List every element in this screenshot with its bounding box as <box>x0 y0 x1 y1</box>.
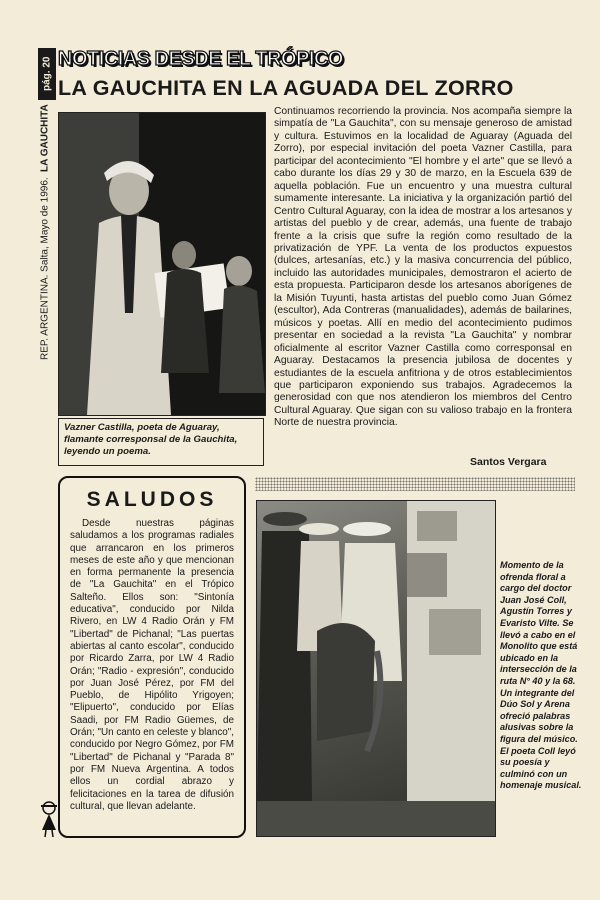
saludos-body: Desde nuestras páginas saludamos a los programas radiales que arrancaron en los primeros meses de este año y que mencionan en forma permanente la presencia de "La Gauchita" en el Trópico Salteño. Ellos son: "Sintonía educativa", conducido por Nilda Rivero, en LW 4 Radio Orán y FM "Libertad" de Pichanal; "Las puertas abiertas al canto escolar", conducido por Ricardo Zarra, por LW 4 Radio Orán; "Radio - expresión", conducido por Juan José Pérez, por FM del Pueblo, de Hipólito Yrigoyen; "Elipuerto", conducido por Elías Saadi, por FM Radio Güemes, de Orán; "Un canto en celeste y blanco", conducido por Negro Gómez, por FM "Libertad" de Pichanal y "Parada 8" por FM Nueva Argentina. A todos ellos un cordial abrazo y felicitaciones en la tarea de difusión cultural, que llevan adelante. <box>70 518 235 812</box>
headline: LA GAUCHITA EN LA AGUADA DEL ZORRO <box>58 76 514 100</box>
photo1-caption: Vazner Castilla, poeta de Aguaray, flamante corresponsal de la Gauchita, leyendo un poema. <box>58 418 264 466</box>
gauchita-mascot-icon <box>38 800 60 838</box>
article-author: Santos Vergara <box>470 456 547 468</box>
publication-name: LA GAUCHITA <box>39 104 51 172</box>
photo-illustration <box>257 501 495 836</box>
page-number-tab: pág. 20 <box>38 48 56 100</box>
floral-offering-photo <box>256 500 496 837</box>
photo-illustration <box>59 113 265 415</box>
poet-reading-photo <box>58 112 266 416</box>
dotted-divider <box>255 477 575 491</box>
place-date: REP. ARGENTINA. Salta, Mayo de 1996. <box>39 177 51 361</box>
section-title: NOTICIAS DESDE EL TRÓPICO <box>58 48 343 70</box>
photo2-caption: Momento de la ofrenda floral a cargo del doctor Juan José Coll, Agustín Torres y Evaristo Vilte. Se llevó a cabo en el Monolito que está ubicado en la intersección de la ruta N° 40 y la 68. Un integrante del Dúo Sol y Arena ofreció palabras alusivas sobre la figura del músico. El poeta Coll leyó su poesía y culminó con un homenaje musical. <box>500 560 582 791</box>
saludos-box <box>58 476 246 838</box>
saludos-title: SALUDOS <box>86 488 218 511</box>
article-body: Continuamos recorriendo la provincia. Nos acompaña siempre la simpatía de "La Gauchita", con su mensaje generoso de amistad y cultura. Estuvimos en la localidad de Aguaray (Aguada del Zorro), por especial invitación del poeta Vazner Castilla, para participar del acontecimiento "El hombre y el arte" que se llevó a cabo durante los días 29 y 30 de marzo, en la Escuela 639 de aquella población. Fue un encuentro y una muestra cultural sumamente interesante. La iniciativa y la organización partió del Centro Cultural Aguaray, con la idea de mostrar a los artesanos y artistas del pueblo y de crear, además, una fuente de trabajo frente a la crisis que sufre la región como resultado de la privatización de YPF. La venta de los productos expuestos (dulces, artesanías, etc.) y la masiva concurrencia del público, incluido las autoridades municipales, demostraron el acierto de esta propuesta. Participaron desde los artesanos aborígenes de la Misión Tuyunti, hasta artistas del pueblo como Juan Gómez (escultor), Ada Contreras (manualidades), además de bailarines, músicos y poetas. Allí en medio del acontecimiento pudimos presentar en sociedad a la revista "La Gauchita" y nombrar oficialmente al escritor Vazner Castilla como corresponsal en Aguaray. Destacamos la presencia jubilosa de docentes y estudiantes de la escuela anfitriona y de otros establecimientos que participaron exponiendo sus trabajos. Agradecemos la generosidad con que nos atendieron los miembros del Centro Cultural Aguaray. Que sigan con su valioso trabajo en la frontera Norte de nuestra provincia. <box>274 106 572 429</box>
publication-info <box>34 104 56 444</box>
